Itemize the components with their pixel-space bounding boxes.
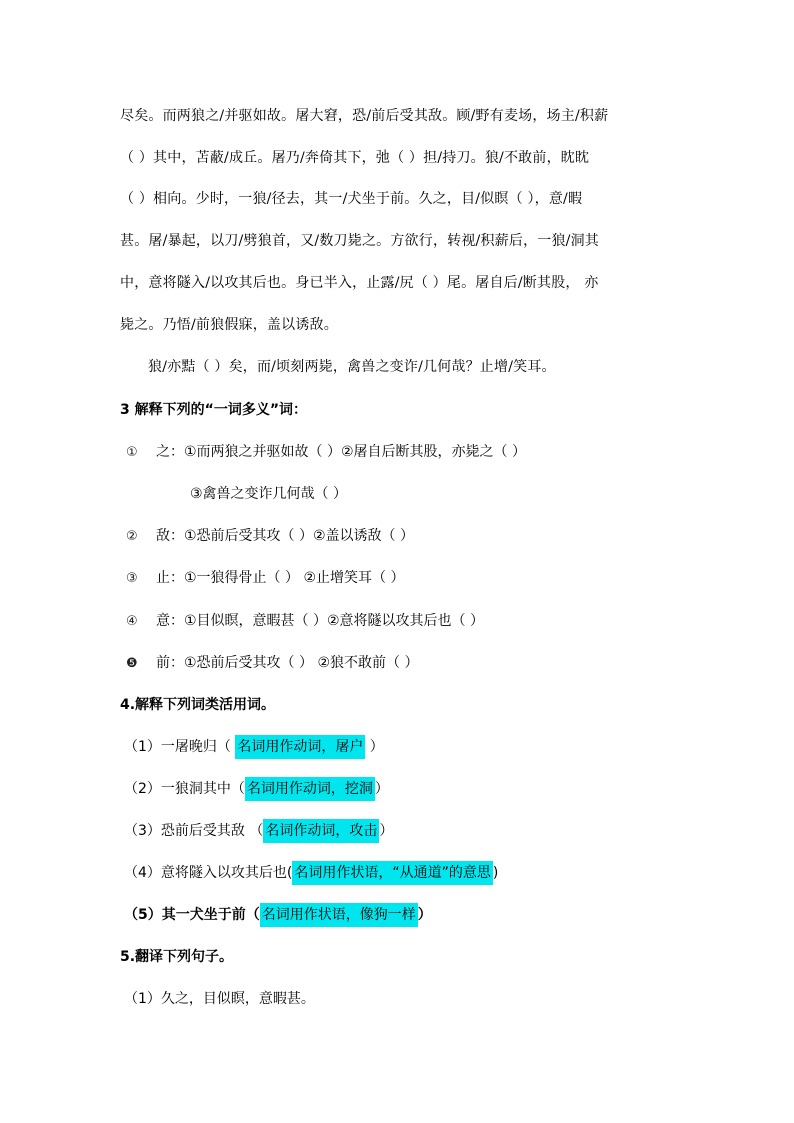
conversion-item — [124, 863, 498, 883]
item-prefix: （4）意将隧入以攻其后也( — [124, 865, 293, 881]
section5-title: 5.翻译下列句子。 — [120, 949, 234, 965]
item-number: ② — [126, 529, 138, 544]
passage-line: （ ）相向。少时，一狼/径去，其一/犬坐于前。久之，目/似瞑（ ），意/暇 — [120, 191, 583, 207]
item-prefix: （1）一屠晚归（ — [124, 739, 236, 755]
polysemy-item — [126, 611, 484, 632]
answer-highlight: 名词作动词，攻击 — [263, 819, 379, 843]
answer-highlight: 名词用作动词，屠户 — [235, 735, 365, 759]
polysemy-item — [126, 442, 526, 463]
polysemy-item — [126, 653, 418, 674]
passage-line: 毙之。乃悟/前狼假寐，盖以诱敌。 — [120, 317, 338, 333]
answer-highlight: 名词用作状语，“从通道”的意思 — [292, 861, 493, 885]
item-text: 意：①目似瞑，意暇甚（ ）②意将隧以攻其后也（ ） — [156, 613, 485, 629]
polysemy-item — [126, 568, 404, 589]
answer-highlight: 名词用作动词，挖洞 — [245, 777, 375, 801]
item-text: 敌：①恐前后受其攻（ ）②盖以诱敌（ ） — [156, 528, 415, 544]
section4-title: 4.解释下列词类活用词。 — [120, 697, 276, 713]
item-number: ① — [126, 445, 138, 460]
translation-item: （1）久之，目似瞑，意暇甚。 — [124, 991, 315, 1007]
polysemy-item — [126, 526, 414, 547]
polysemy-item — [190, 484, 347, 504]
conversion-item — [124, 905, 432, 925]
item-text: 之：①而两狼之并驱如故（ ）②屠自后断其股，亦毙之（ ） — [156, 444, 527, 460]
passage-line: （ ）其中，苫蔽/成丘。屠乃/奔倚其下，弛（ ）担/持刀。狼/不敢前，眈眈 — [120, 150, 590, 166]
passage-line: 甚。屠/暴起，以刀/劈狼首，又/数刀毙之。方欲行，转视/积薪后，一狼/洞其 — [120, 233, 599, 249]
passage-line: 中，意将隧入/以攻其后也。身已半入，止露/尻（ ）尾。屠自后/断其股， 亦 — [120, 275, 599, 291]
conversion-item — [124, 779, 389, 799]
item-suffix: ) — [492, 865, 499, 881]
item-number: ❺ — [126, 656, 138, 671]
section3-title: 3 解释下列的“一词多义”词： — [120, 402, 308, 418]
item-suffix: ） — [374, 781, 389, 797]
item-number: ③ — [126, 571, 138, 586]
item-text: ③禽兽之变诈几何哉（ ） — [190, 486, 348, 502]
item-prefix: （3）恐前后受其敌 （ — [124, 823, 264, 839]
passage-line-last: 狼/亦黠（ ）矣，而/顷刻两毙，禽兽之变诈/几何哉？止增/笑耳。 — [148, 359, 556, 375]
item-text: 前：①恐前后受其攻（ ） ②狼不敢前（ ） — [156, 655, 419, 671]
item-suffix: ） — [365, 739, 384, 755]
passage-line: 尽矣。而两狼之/并驱如故。屠大窘，恐/前后受其敌。顾/野有麦场，场主/积薪 — [120, 108, 609, 124]
item-prefix: （5）其一犬坐于前（ — [124, 907, 260, 923]
item-suffix: ） — [379, 823, 394, 839]
answer-highlight: 名词用作状语，像狗一样 — [260, 903, 418, 927]
item-text: 止：①一狼得骨止（ ） ②止增笑耳（ ） — [156, 570, 405, 586]
item-prefix: （2）一狼洞其中（ — [124, 781, 245, 797]
conversion-item — [124, 821, 393, 841]
conversion-item — [124, 737, 384, 757]
item-number: ④ — [126, 614, 138, 629]
item-suffix: ） — [417, 907, 432, 923]
